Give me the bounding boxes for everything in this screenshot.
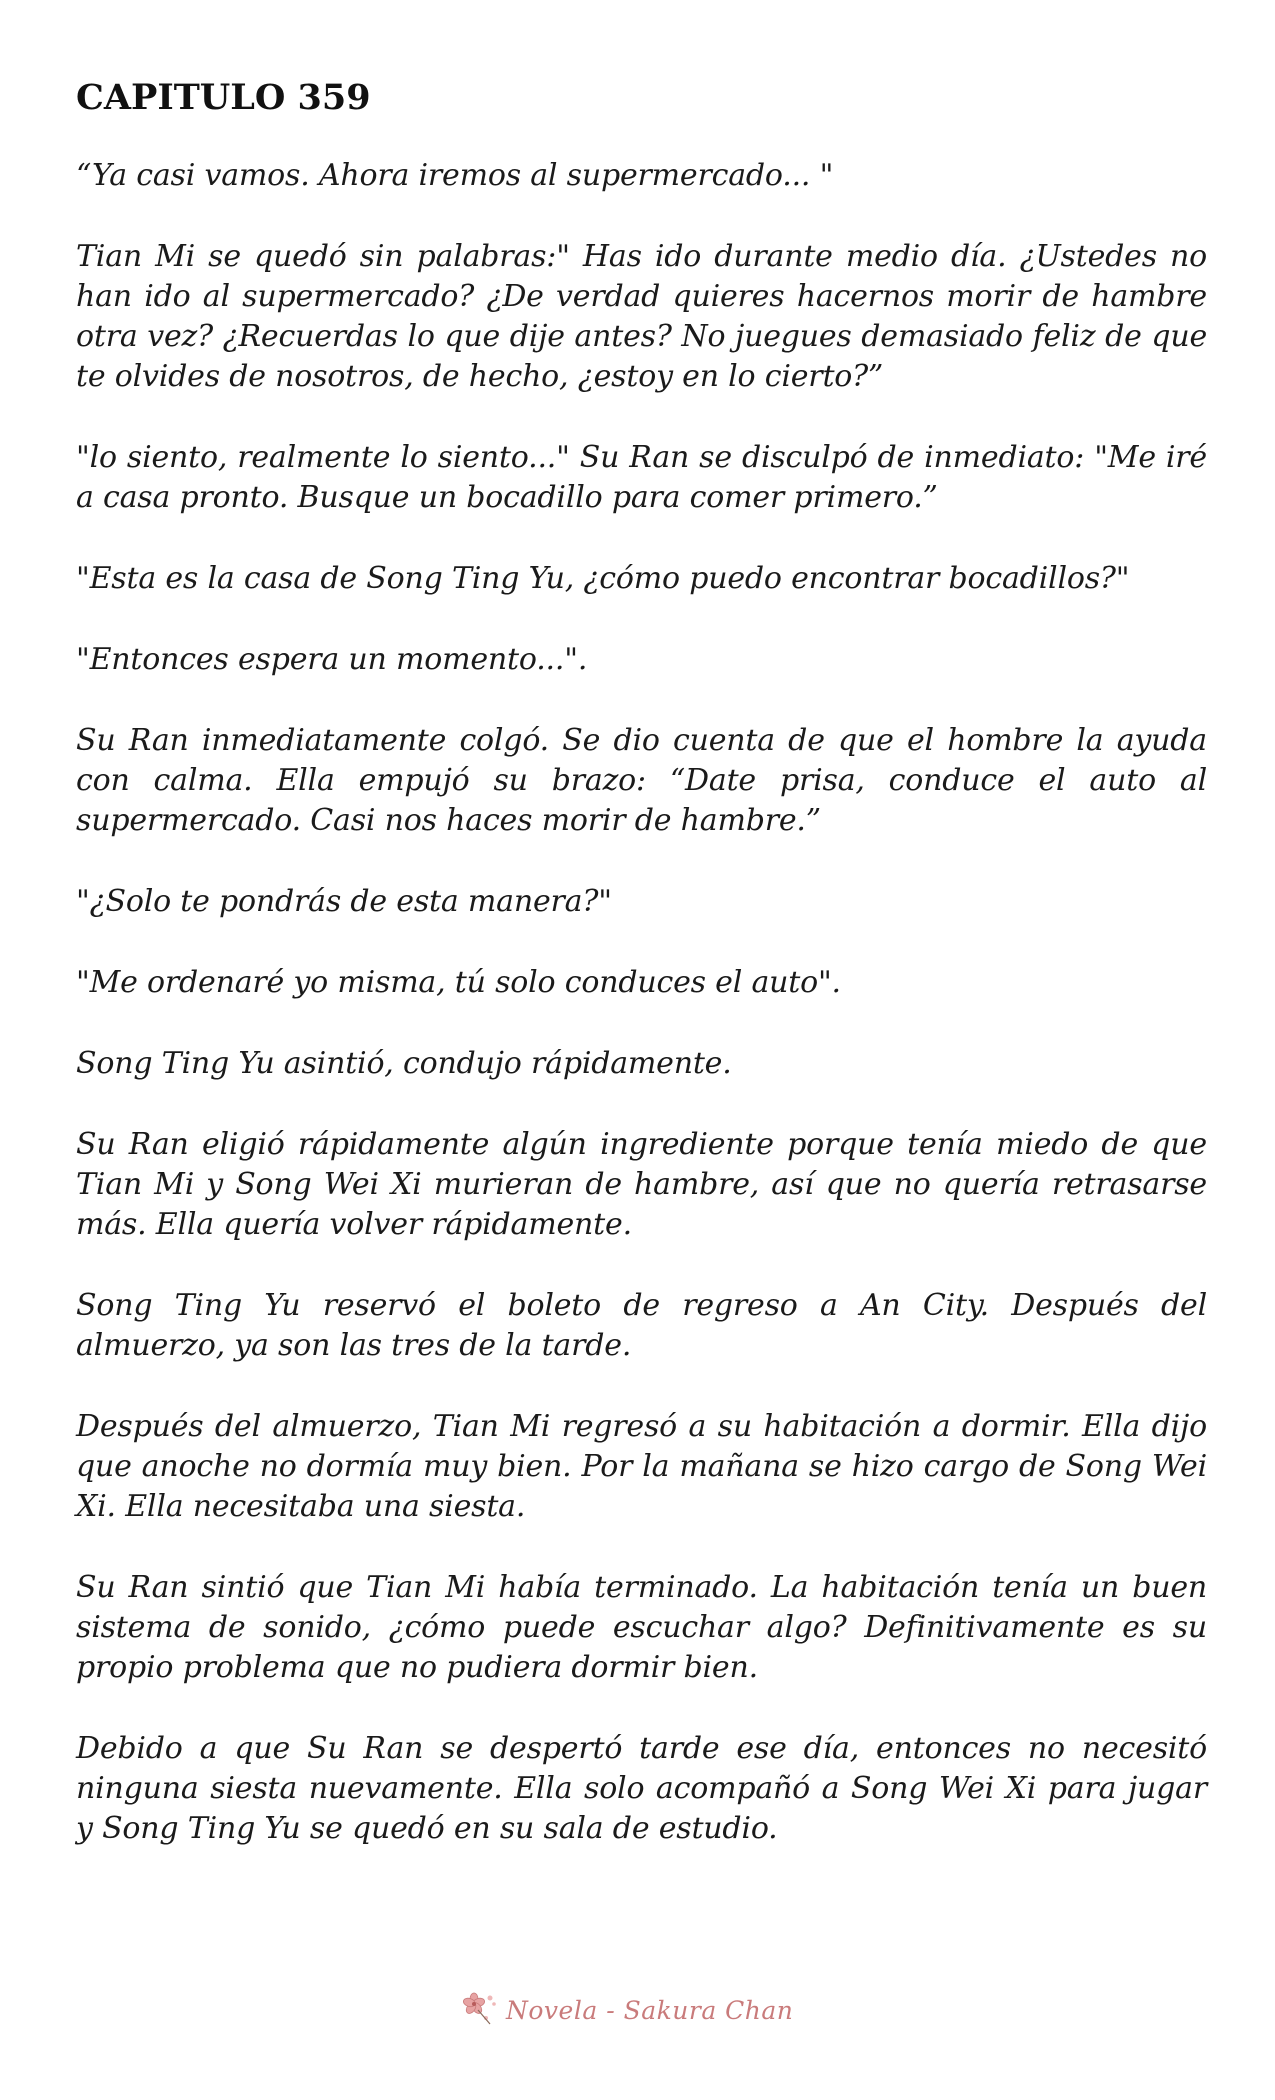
paragraph: Su Ran sintió que Tian Mi había terminado. La habitación tenía un buen sistema de sonido, ¿cómo puede escuchar algo? Definitivamente es su propio problema que no pudiera dormir bien. [76, 1570, 1207, 1685]
footer-logo-text: Novela - Sakura Chan [506, 1995, 794, 2025]
paragraph: "¿Solo te pondrás de esta manera?" [76, 884, 612, 919]
paragraph: "lo siento, realmente lo siento..." Su Ran se disculpó de inmediato: "Me iré a casa pronto. Busque un bocadillo para comer primero.” [76, 440, 1207, 515]
paragraph: Su Ran inmediatamente colgó. Se dio cuenta de que el hombre la ayuda con calma. Ella empujó su brazo: “Date prisa, conduce el auto al supermercado. Casi nos haces morir de hambre.” [76, 723, 1207, 838]
chapter-title: CAPITULO 359 [76, 77, 371, 118]
paragraph: Song Ting Yu reservó el boleto de regreso a An City. Después del almuerzo, ya son las tres de la tarde. [76, 1288, 1207, 1363]
chapter-body [76, 156, 1207, 1849]
paragraph: “Ya casi vamos. Ahora iremos al supermercado... " [76, 158, 834, 193]
paragraph: Después del almuerzo, Tian Mi regresó a su habitación a dormir. Ella dijo que anoche no dormía muy bien. Por la mañana se hizo cargo de Song Wei Xi. Ella necesitaba una siesta. [76, 1409, 1207, 1524]
paragraph: Tian Mi se quedó sin palabras:" Has ido durante medio día. ¿Ustedes no han ido al supermercado? ¿De verdad quieres hacernos morir de hambre otra vez? ¿Recuerdas lo que dije antes? No juegues demasiado feliz de que te olvides de nosotros, de hecho, ¿estoy en lo cierto?” [76, 239, 1207, 394]
sakura-flower-icon [460, 1990, 500, 2030]
footer-logo [460, 1988, 793, 2032]
paragraph: "Esta es la casa de Song Ting Yu, ¿cómo puedo encontrar bocadillos?" [76, 561, 1130, 596]
paragraph: "Entonces espera un momento...". [76, 642, 588, 677]
paragraph: Song Ting Yu asintió, condujo rápidamente. [76, 1046, 732, 1081]
paragraph: Debido a que Su Ran se despertó tarde ese día, entonces no necesitó ninguna siesta nuevamente. Ella solo acompañó a Song Wei Xi para jugar y Song Ting Yu se quedó en su sala de estudio. [76, 1731, 1207, 1846]
paragraph: Su Ran eligió rápidamente algún ingrediente porque tenía miedo de que Tian Mi y Song Wei Xi murieran de hambre, así que no quería retrasarse más. Ella quería volver rápidamente. [76, 1127, 1207, 1242]
paragraph: "Me ordenaré yo misma, tú solo conduces el auto". [76, 965, 841, 1000]
